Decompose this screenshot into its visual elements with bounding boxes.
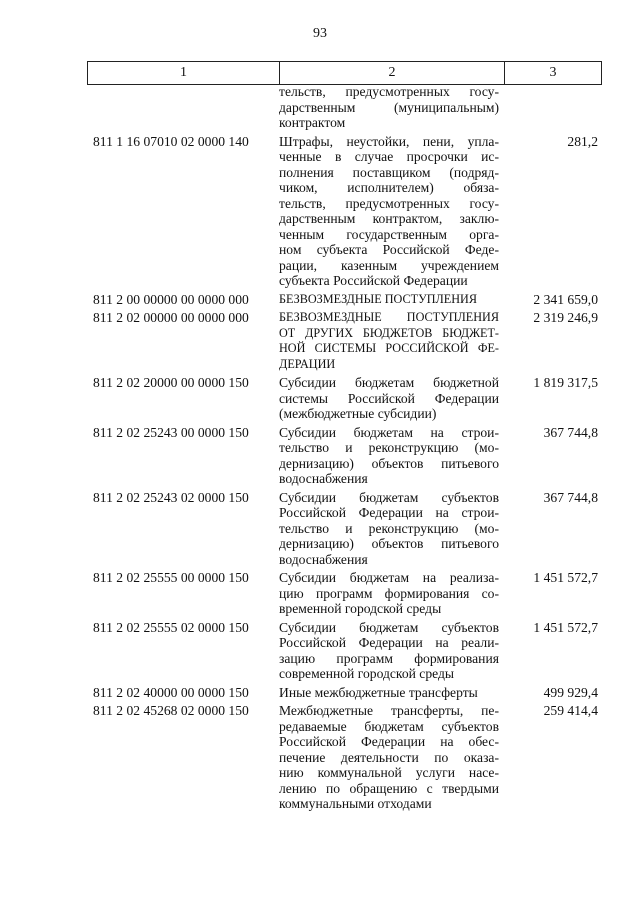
revenue-name-line: тельство и реконструкцию (мо- [279, 440, 499, 455]
revenue-name-line: Иные межбюджетные трансферты [279, 684, 478, 700]
budget-code: 811 2 00 00000 00 0000 000 [93, 291, 249, 307]
revenue-name-line: тельств, предусмотренных госу- [279, 195, 499, 211]
table-row [87, 292, 600, 308]
table-row [87, 84, 600, 131]
revenue-name-line: ДЕРАЦИИ [279, 356, 336, 371]
column-header-3: 3 [505, 62, 602, 85]
revenue-name-line: БЕЗВОЗМЕЗДНЫЕ ПОСТУПЛЕНИЯ [279, 310, 499, 324]
table-row [87, 425, 600, 487]
revenue-name [279, 490, 503, 568]
revenue-name [279, 310, 503, 372]
revenue-name-line: НОЙ СИСТЕМЫ РОССИЙСКОЙ ФЕ- [279, 341, 499, 355]
revenue-name [279, 570, 503, 617]
revenue-name-line: Российской Федерации на строи- [279, 505, 499, 520]
revenue-name [279, 620, 503, 682]
revenue-name-line: субъекта Российской Федерации [279, 273, 468, 288]
table-row [87, 570, 600, 617]
revenue-name-line: ном субъекта Российской Феде- [279, 242, 499, 257]
revenue-name-line: Российской Федерации на обес- [279, 734, 499, 749]
revenue-name-line: Межбюджетные трансферты, пе- [279, 703, 499, 718]
revenue-name-line: редаваемые бюджетам субъектов [279, 718, 499, 734]
revenue-name-line: Субсидии бюджетам субъектов [279, 489, 499, 505]
revenue-name-line: полнения поставщиком (подряд- [279, 164, 499, 180]
revenue-name-line: контрактом [279, 115, 346, 130]
revenue-name-line: Штрафы, неустойки, пени, упла- [279, 133, 499, 149]
table-row [87, 310, 600, 372]
table-row [87, 134, 600, 289]
revenue-name-line: ченные в случае просрочки ис- [279, 149, 499, 164]
table-row [87, 703, 600, 812]
amount-value: 259 414,4 [543, 703, 598, 718]
revenue-name-line: тельств, предусмотренных госу- [279, 84, 499, 99]
revenue-name-line: системы Российской Федерации [279, 390, 499, 406]
budget-code: 811 2 02 25243 02 0000 150 [93, 489, 249, 505]
column-header-table [87, 61, 602, 85]
column-header-2: 2 [280, 62, 505, 85]
revenue-name-line: (межбюджетные субсидии) [279, 406, 437, 421]
budget-code: 811 2 02 00000 00 0000 000 [93, 310, 249, 325]
revenue-name-line: Российской Федерации на реали- [279, 635, 499, 650]
revenue-name-line: коммунальными отходами [279, 796, 432, 811]
amount-value: 2 341 659,0 [533, 291, 598, 307]
table-row [87, 685, 600, 701]
budget-code: 811 2 02 25243 00 0000 150 [93, 424, 249, 440]
revenue-name-line: чиком, исполнителем) обяза- [279, 180, 499, 195]
amount-value: 367 744,8 [543, 424, 598, 440]
revenue-name [279, 375, 503, 422]
revenue-name-line: ОТ ДРУГИХ БЮДЖЕТОВ БЮДЖЕТ- [279, 325, 499, 340]
budget-code: 811 2 02 40000 00 0000 150 [93, 684, 249, 700]
amount-value: 499 929,4 [543, 684, 598, 700]
revenue-name-line: водоснабжения [279, 471, 368, 486]
revenue-name-line: водоснабжения [279, 551, 368, 567]
revenue-name-line: дарственным (муниципальным) [279, 99, 499, 115]
revenue-name-line: временной городской среды [279, 601, 442, 616]
revenue-name [279, 703, 503, 812]
budget-code: 811 2 02 45268 02 0000 150 [93, 703, 249, 718]
budget-rows [87, 84, 600, 815]
revenue-name-line: дернизацию) объектов питьевого [279, 536, 499, 551]
revenue-name [279, 685, 503, 701]
revenue-name [279, 292, 503, 308]
amount-value: 1 451 572,7 [533, 619, 598, 635]
amount-value: 281,2 [567, 133, 598, 149]
revenue-name-line: нию коммунальной услуги насе- [279, 765, 499, 780]
amount-value: 2 319 246,9 [533, 310, 598, 325]
table-row [87, 375, 600, 422]
column-header-1: 1 [88, 62, 280, 85]
revenue-name-line: дернизацию) объектов питьевого [279, 455, 499, 471]
table-row [87, 620, 600, 682]
amount-value: 1 819 317,5 [533, 375, 598, 390]
revenue-name-line: Субсидии бюджетам бюджетной [279, 375, 499, 390]
table-row [87, 490, 600, 568]
budget-code: 811 1 16 07010 02 0000 140 [93, 133, 249, 149]
budget-code: 811 2 02 25555 00 0000 150 [93, 570, 249, 585]
revenue-name [279, 425, 503, 487]
revenue-name-line: Субсидии бюджетам на реализа- [279, 570, 499, 585]
revenue-name-line: лению по обращению с твердыми [279, 780, 499, 796]
revenue-name [279, 134, 503, 289]
budget-code: 811 2 02 25555 02 0000 150 [93, 619, 249, 635]
revenue-name-line: рации, казенным учреждением [279, 257, 499, 273]
revenue-name-line: печение деятельности по оказа- [279, 749, 499, 765]
revenue-name-line: цию программ формирования со- [279, 585, 499, 601]
revenue-name-line: современной городской среды [279, 666, 455, 681]
revenue-name-line: Субсидии бюджетам на строи- [279, 424, 499, 440]
revenue-name-line: зацию программ формирования [279, 650, 499, 666]
amount-value: 367 744,8 [543, 489, 598, 505]
budget-code: 811 2 02 20000 00 0000 150 [93, 375, 249, 390]
revenue-name [279, 84, 503, 131]
revenue-name-line: ченным государственным орга- [279, 226, 499, 242]
page-number: 93 [313, 26, 327, 41]
revenue-name-line: дарственным контрактом, заклю- [279, 211, 499, 226]
revenue-name-line: тельство и реконструкцию (мо- [279, 520, 499, 536]
revenue-name-line: Субсидии бюджетам субъектов [279, 619, 499, 635]
amount-value: 1 451 572,7 [533, 570, 598, 585]
revenue-name-line: БЕЗВОЗМЕЗДНЫЕ ПОСТУПЛЕНИЯ [279, 291, 477, 306]
